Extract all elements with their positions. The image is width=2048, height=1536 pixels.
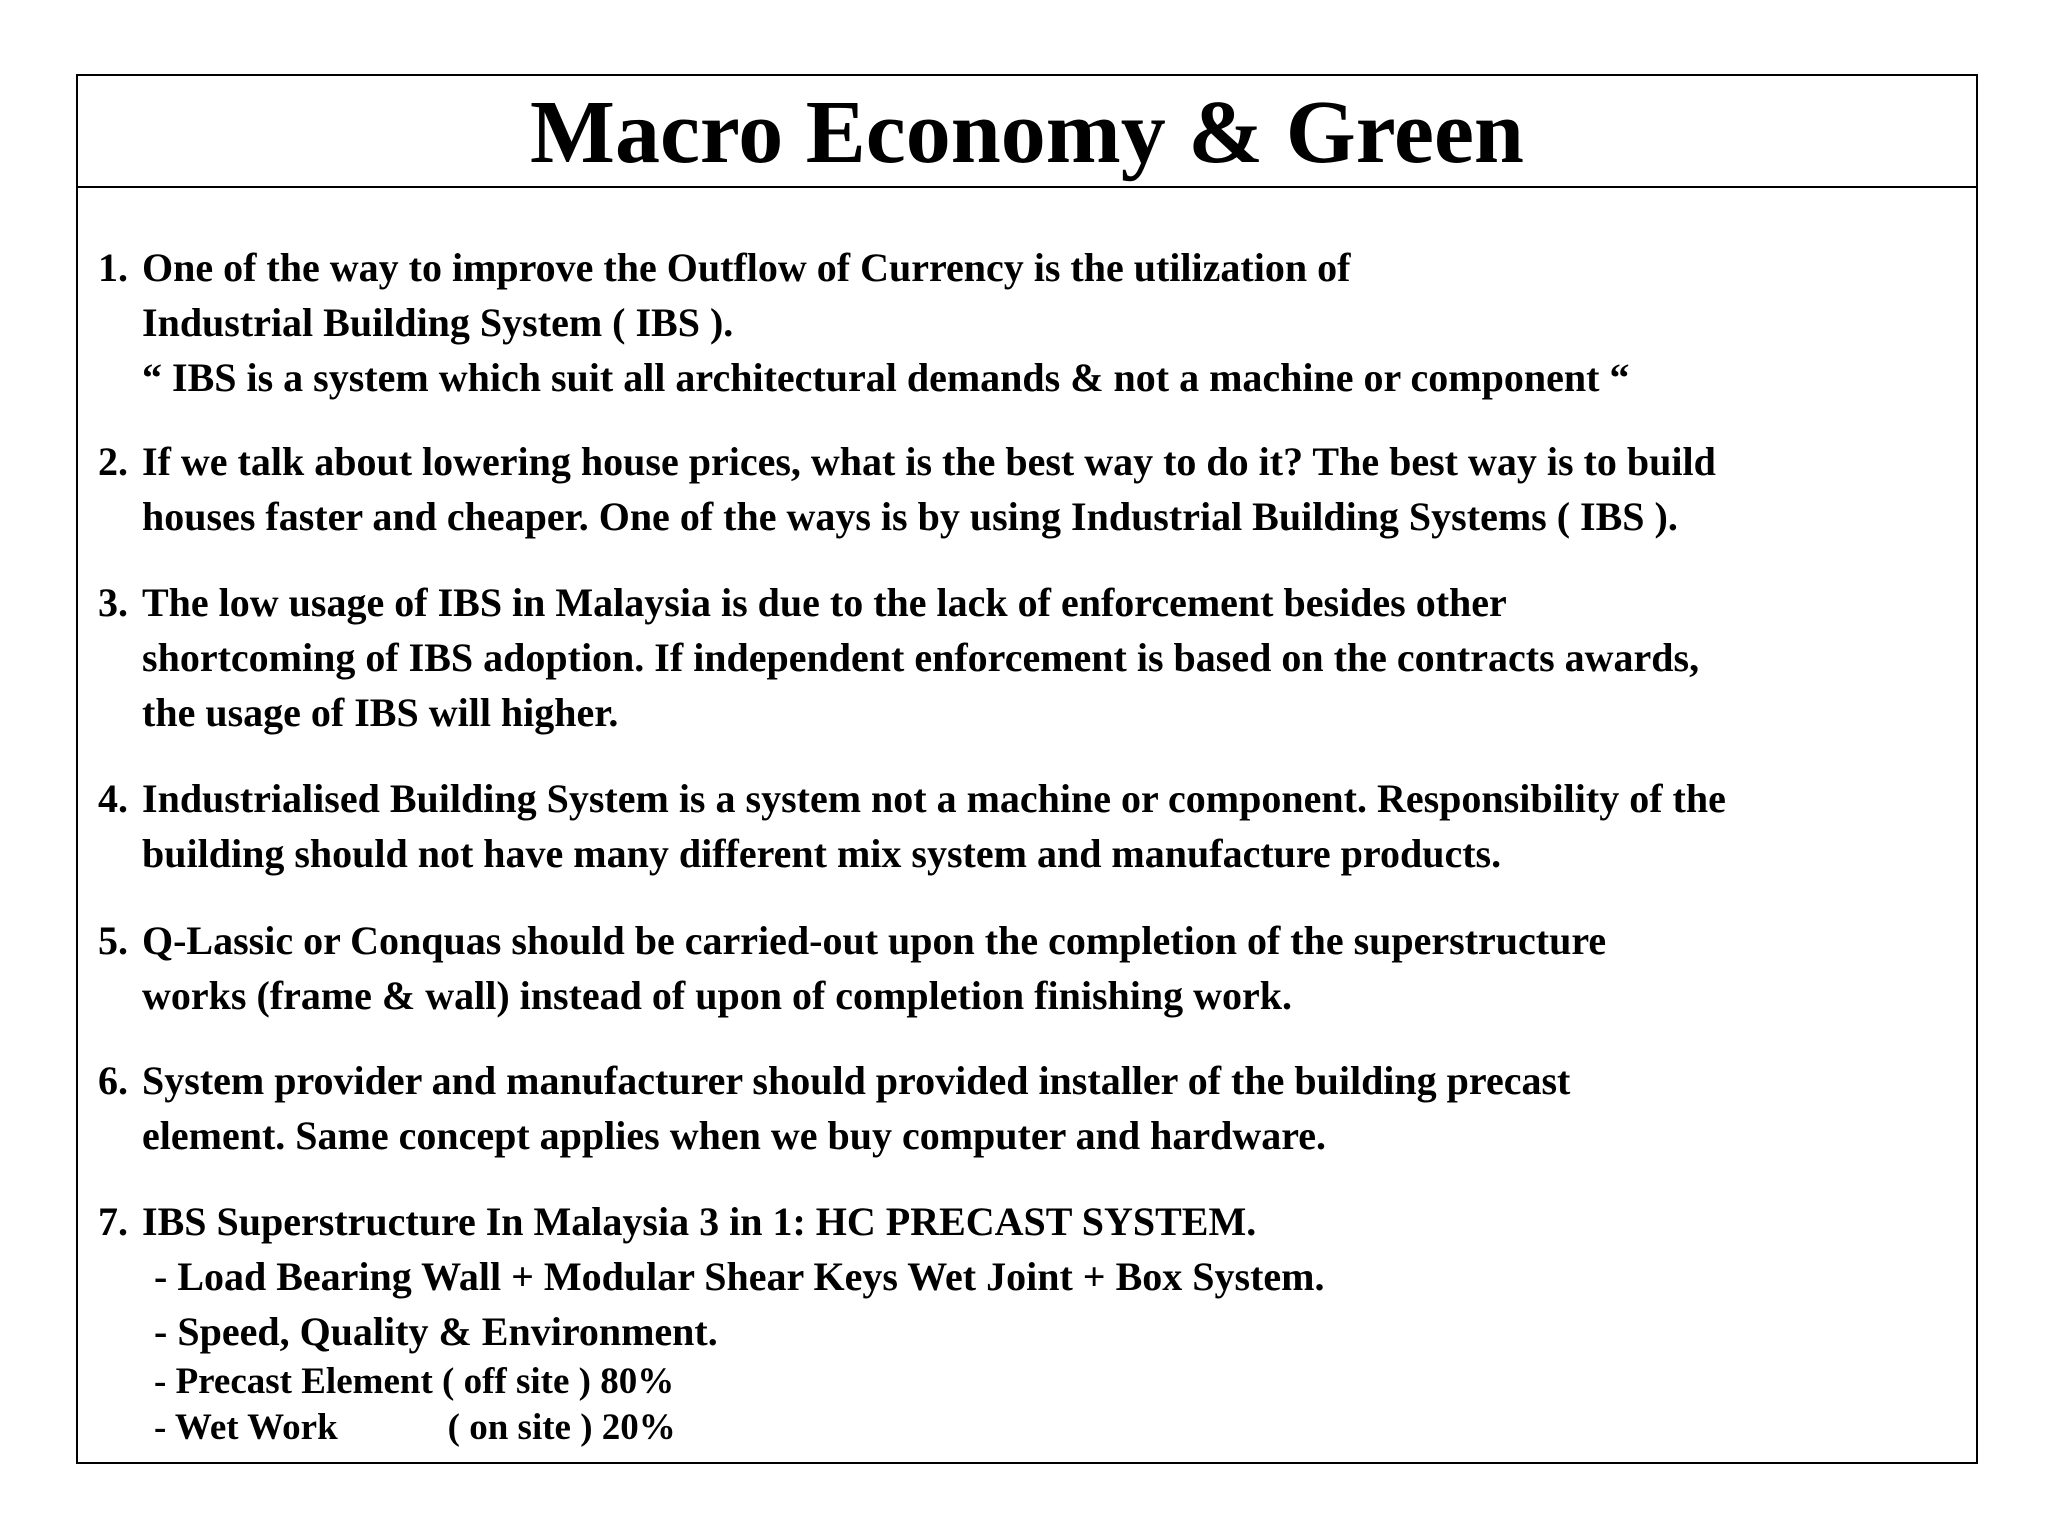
- item-line: the usage of IBS will higher.: [142, 690, 619, 735]
- item-line: Industrial Building System ( IBS ).: [142, 300, 734, 345]
- item-line: houses faster and cheaper. One of the ways is by using Industrial Building Systems ( IBS ).: [142, 494, 1678, 539]
- item-line: One of the way to improve the Outflow of Currency is the utilization of: [142, 245, 1351, 290]
- item-line: Industrialised Building System is a system not a machine or component. Responsibility of the: [142, 776, 1726, 821]
- sub-bullet: - Load Bearing Wall + Modular Shear Keys Wet Joint + Box System.: [154, 1254, 1325, 1299]
- item-number: 6.: [98, 1058, 128, 1103]
- item-line: “ IBS is a system which suit all architectural demands & not a machine or component “: [142, 355, 1630, 400]
- item-line: shortcoming of IBS adoption. If independent enforcement is based on the contracts awards,: [142, 635, 1700, 680]
- item-number: 2.: [98, 439, 128, 484]
- item-number: 5.: [98, 918, 128, 963]
- sub-bullet-precast: - Precast Element ( off site ) 80%: [154, 1361, 675, 1402]
- item-line: building should not have many different mix system and manufacture products.: [142, 831, 1502, 876]
- sub-bullet: - Speed, Quality & Environment.: [154, 1309, 718, 1354]
- item-line: System provider and manufacturer should provided installer of the building precast: [142, 1058, 1571, 1103]
- item-number: 3.: [98, 580, 128, 625]
- slide-frame: [76, 74, 1978, 1464]
- item-line: The low usage of IBS in Malaysia is due to the lack of enforcement besides other: [142, 580, 1507, 625]
- sub-bullet-wet-work: [142, 1405, 1964, 1451]
- item-number: 4.: [98, 776, 128, 821]
- title-bar: [78, 76, 1976, 188]
- wet-work-label: - Wet Work: [154, 1407, 338, 1448]
- item-number: 1.: [98, 245, 128, 290]
- item-line: Q-Lassic or Conquas should be carried-out upon the completion of the superstructure: [142, 918, 1607, 963]
- item-number: 7.: [98, 1199, 128, 1244]
- item-line: works (frame & wall) instead of upon of completion finishing work.: [142, 973, 1293, 1018]
- wet-work-value: ( on site ) 20%: [447, 1407, 676, 1448]
- item-line: IBS Superstructure In Malaysia 3 in 1: HC PRECAST SYSTEM.: [142, 1199, 1257, 1244]
- slide-body: [98, 188, 1964, 1462]
- item-line: element. Same concept applies when we buy computer and hardware.: [142, 1113, 1327, 1158]
- item-line: If we talk about lowering house prices, what is the best way to do it? The best way is to build: [142, 439, 1716, 484]
- slide-title: Macro Economy & Green: [530, 83, 1524, 182]
